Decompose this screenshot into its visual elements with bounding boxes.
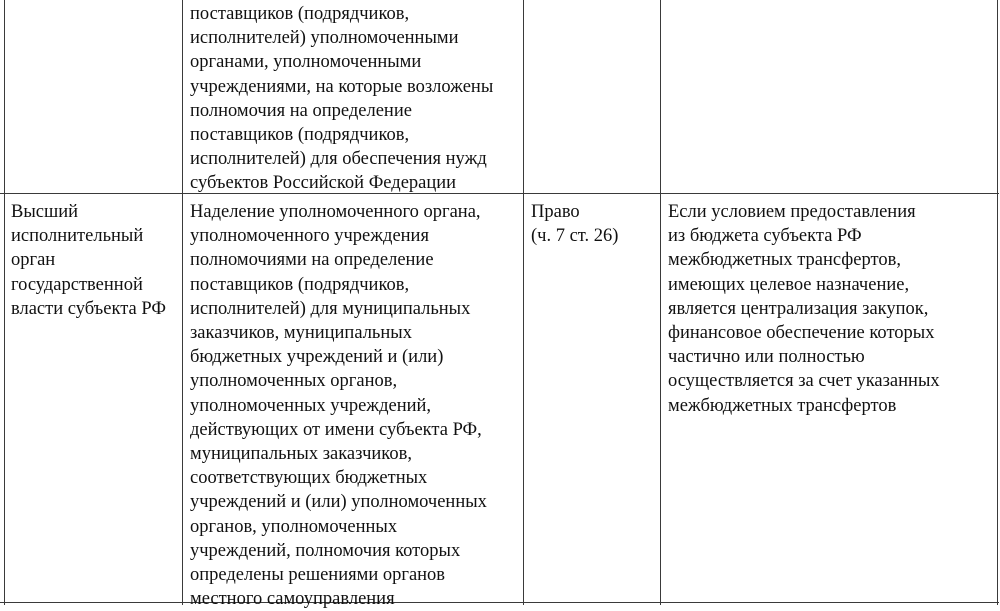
row2-col4-cell: Если условием предоставления из бюджета субъекта РФ межбюджетных трансфертов, имеющих целевое назначение, является централизация закупок, финансовое обеспечение которых частично или полностью осуществляется за счет указанных межбюджетных трансфертов [668,202,940,416]
row2-col2-cell: Наделение уполномоченного органа, уполномоченного учреждения полномочиями на определение поставщиков (подрядчиков, исполнителей) для муниципальных заказчиков, муниципальных бюджетных учреждений и (или) уполномоченных органов, уполномоченных учреждений, действующих от имени субъекта РФ, муниципальных заказчиков, соответствующих бюджетных учреждений и (или) уполномоченных органов, уполномоченных учреждений, полномочия которых определены решениями органов местного самоуправления [190,202,487,610]
row1-col2-cell: поставщиков (подрядчиков, исполнителей) уполномоченными органами, уполномоченными учреждениями, на которые возложены полномочия на определение поставщиков (подрядчиков, исполнителей) для обеспечения нужд субъектов Российской Федерации [190,4,494,194]
row2-col3-cell: Право (ч. 7 ст. 26) [531,202,619,247]
table-divider-1 [182,0,183,605]
table-divider-2 [523,0,524,605]
row2-col1-cell: Высший исполнительный орган государственной власти субъекта РФ [11,202,166,319]
table-divider-3 [660,0,661,605]
table-border-left [4,0,5,605]
table-border-right [997,0,998,605]
